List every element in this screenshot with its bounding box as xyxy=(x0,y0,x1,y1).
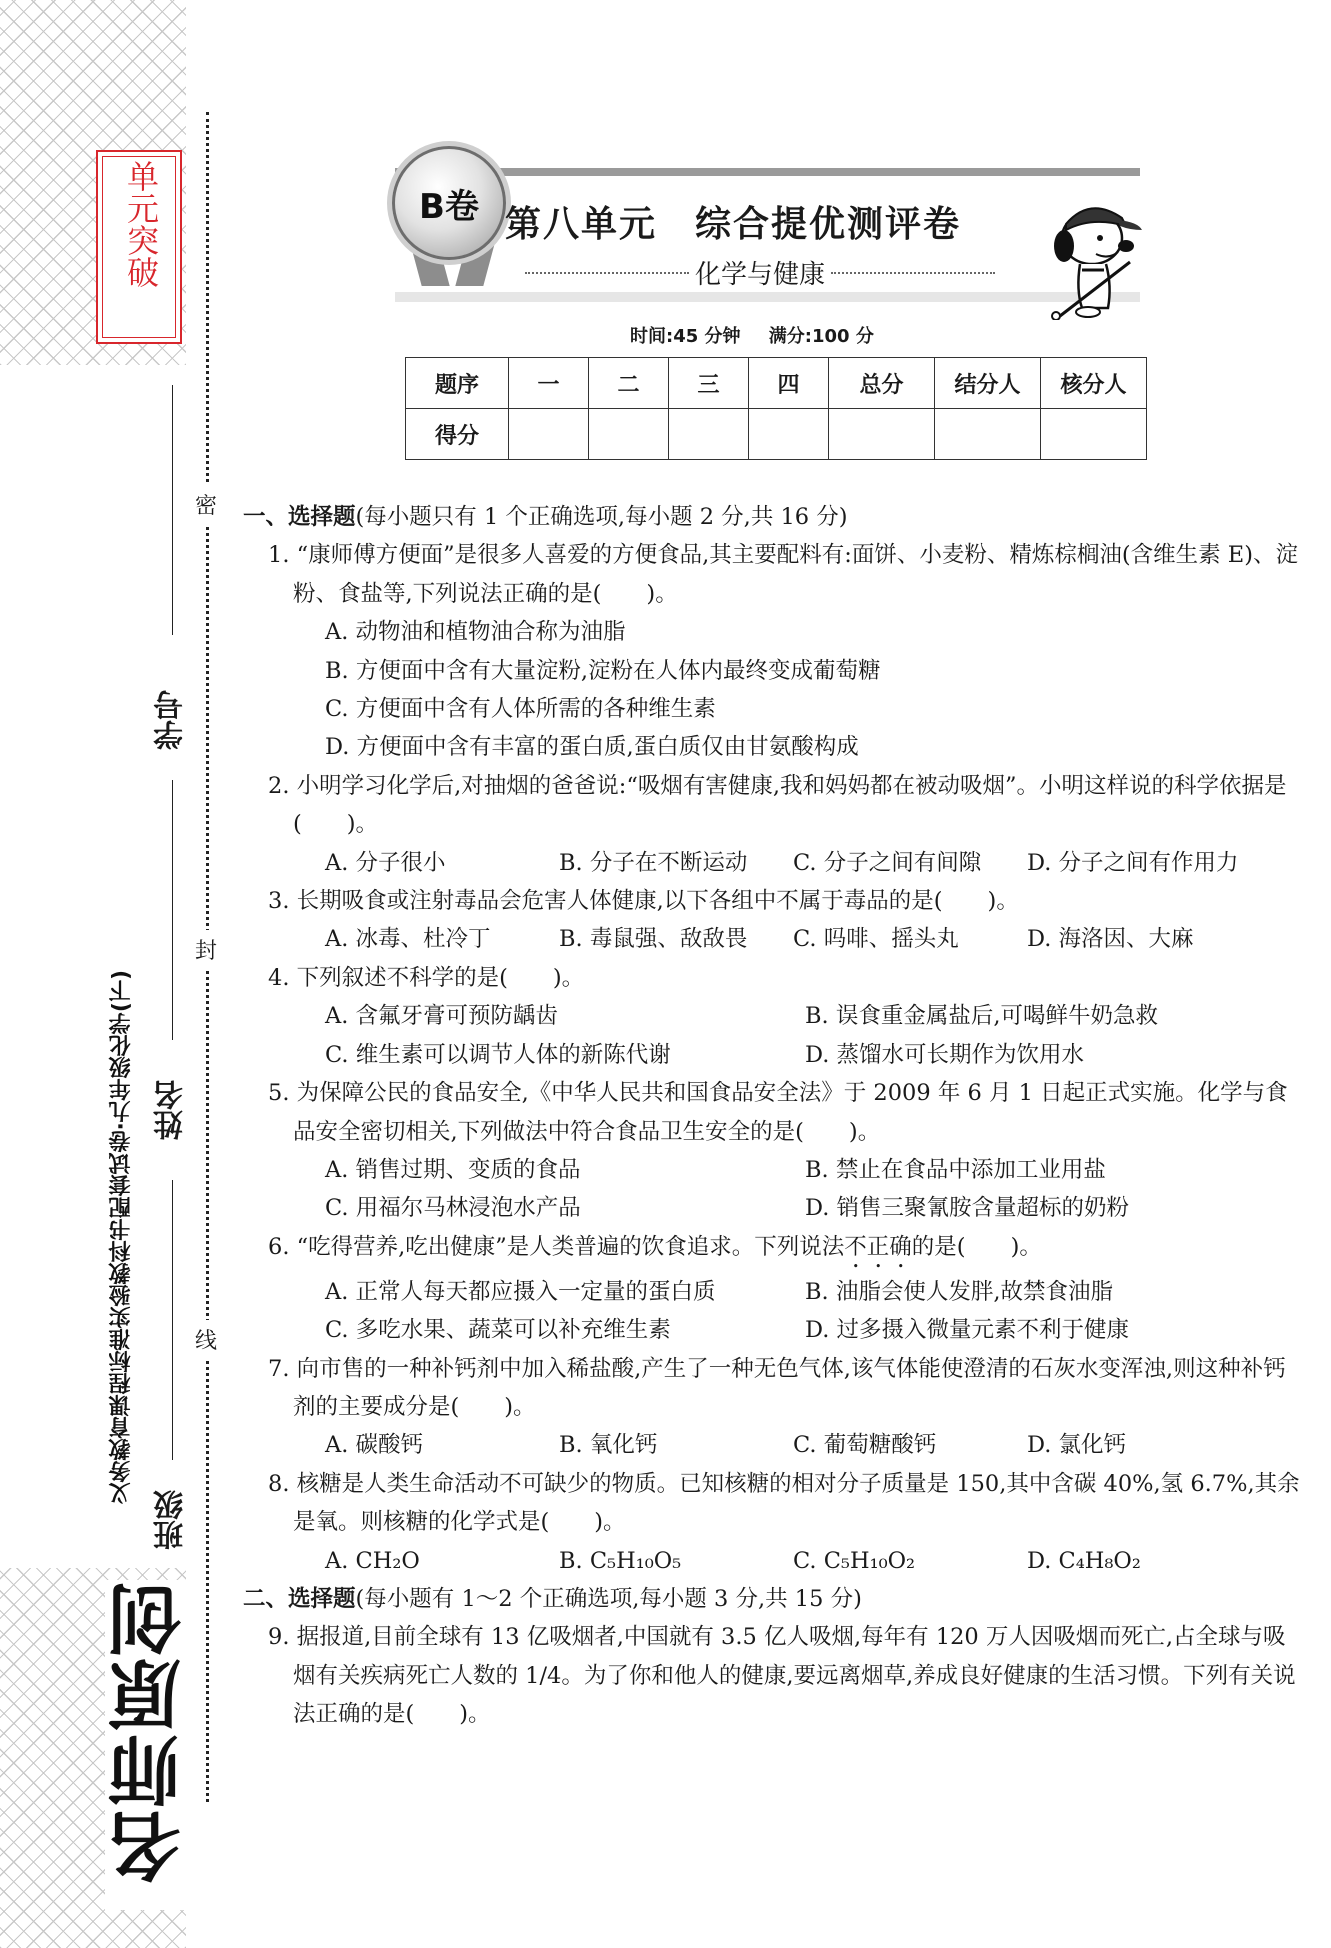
class-line xyxy=(172,1180,173,1460)
score-header-cell: 结分人 xyxy=(935,358,1041,409)
question-1-option-d: D. 方便面中含有丰富的蛋白质,蛋白质仅由甘氨酸构成 xyxy=(325,734,859,761)
question-3-stem: 3. 长期吸食或注射毒品会危害人体健康,以下各组中不属于毒品的是( )。 xyxy=(268,888,1019,915)
question-7 xyxy=(243,1350,1303,1427)
question-5-options-row1 xyxy=(243,1151,1303,1189)
question-5-options-row2 xyxy=(243,1189,1303,1227)
brand-logo: 名师原创 xyxy=(107,1580,193,1884)
snoopy-mascot-icon xyxy=(1030,190,1150,320)
question-8-option-c: C. C₅H₁₀O₂ xyxy=(793,1547,916,1574)
question-3-option-a: A. 冰毒、杜冷丁 xyxy=(325,926,491,953)
question-3-option-d: D. 海洛因、大麻 xyxy=(1027,926,1194,953)
question-6 xyxy=(243,1228,1303,1273)
question-8-option-d: D. C₄H₈O₂ xyxy=(1027,1547,1141,1574)
name-line xyxy=(172,780,173,1040)
score-table xyxy=(405,357,1147,460)
question-2-option-b: B. 分子在不断运动 xyxy=(559,849,748,876)
question-3-option-b: B. 毒鼠强、敌敌畏 xyxy=(559,926,748,953)
question-8-option-b: B. C₅H₁₀O₅ xyxy=(559,1547,682,1574)
score-header-cell: 二 xyxy=(589,358,669,409)
question-7-options xyxy=(243,1426,1303,1464)
question-2-option-c: C. 分子之间有间隙 xyxy=(793,849,982,876)
section-2-title: 二、选择题 xyxy=(243,1585,356,1612)
score-header-cell: 四 xyxy=(749,358,829,409)
score-cell xyxy=(829,409,935,460)
question-4-option-c: C. 维生素可以调节人体的新陈代谢 xyxy=(325,1041,671,1068)
question-6-option-b: B. 油脂会使人发胖,故禁食油脂 xyxy=(805,1278,1113,1305)
title-banner-shadow xyxy=(395,292,1140,302)
question-5 xyxy=(243,1074,1303,1151)
score-cell xyxy=(749,409,829,460)
subtitle-dots-left xyxy=(525,272,689,274)
score-cell xyxy=(669,409,749,460)
question-3-option-c: C. 吗啡、摇头丸 xyxy=(793,926,959,953)
question-1 xyxy=(243,536,1303,613)
question-7-option-c: C. 葡萄糖酸钙 xyxy=(793,1432,937,1459)
question-7-option-d: D. 氯化钙 xyxy=(1027,1432,1127,1459)
section-1-note: (每小题只有 1 个正确选项,每小题 2 分,共 16 分) xyxy=(355,504,848,530)
score-header-cell: 三 xyxy=(669,358,749,409)
question-6-option-c: C. 多吃水果、蔬菜可以补充维生素 xyxy=(325,1317,671,1344)
score-cell xyxy=(589,409,669,460)
question-1-stem: 1. “康师傅方便面”是很多人喜爱的方便食品,其主要配料有:面饼、小麦粉、精炼棕榈油(含维生素 E)、淀粉、食盐等,下列说法正确的是( )。 xyxy=(268,542,1298,607)
unit-badge-label: 单元突破 xyxy=(122,160,160,288)
question-content xyxy=(243,498,1303,1734)
score-cell xyxy=(1041,409,1147,460)
question-1-option-a: A. 动物油和植物油合称为油脂 xyxy=(325,619,626,646)
seal-mark-mi: 密 xyxy=(190,485,222,524)
brand-block xyxy=(105,1580,195,1910)
medal-label: B卷 xyxy=(419,187,479,227)
name-label: 姓名 xyxy=(154,1080,189,1140)
question-7-option-a: A. 碳酸钙 xyxy=(325,1432,424,1459)
time-and-score xyxy=(630,322,896,348)
question-4-options-row1 xyxy=(243,997,1303,1035)
section-2-note: (每小题有 1～2 个正确选项,每小题 3 分,共 15 分) xyxy=(355,1585,862,1612)
question-3 xyxy=(243,882,1303,920)
question-7-option-b: B. 氧化钙 xyxy=(559,1432,658,1459)
question-9-stem: 9. 据报道,目前全球有 13 亿吸烟者,中国就有 3.5 亿人吸烟,每年有 120 万人因吸烟而死亡,占全球与吸烟有关疾病死亡人数的 1/4。为了你和他人的健康,要远离烟草,养成良好健康的生活习惯。下列有关说法正确的是( )。 xyxy=(268,1624,1296,1728)
score-cell xyxy=(509,409,589,460)
question-2 xyxy=(243,767,1303,844)
question-6-option-d: D. 过多摄入微量元素不利于健康 xyxy=(805,1317,1130,1344)
section-1-heading xyxy=(243,498,1303,536)
score-table-score-row xyxy=(406,409,1147,460)
question-2-option-a: A. 分子很小 xyxy=(325,849,446,876)
series-title: 义务教育课程标准实验教科书配套试卷·九年级化学(下) xyxy=(109,970,134,1505)
question-9 xyxy=(243,1618,1303,1733)
section-1-title: 一、选择题 xyxy=(243,504,356,530)
score-header-cell: 总分 xyxy=(829,358,935,409)
page-subtitle: 化学与健康 xyxy=(695,260,826,290)
seal-mark-feng: 封 xyxy=(190,930,222,969)
student-id-line xyxy=(172,385,173,635)
question-2-stem: 2. 小明学习化学后,对抽烟的爸爸说:“吸烟有害健康,我和妈妈都在被动吸烟”。小明这样说的科学依据是( )。 xyxy=(268,772,1287,838)
question-8 xyxy=(243,1465,1303,1542)
question-2-option-d: D. 分子之间有作用力 xyxy=(1027,849,1239,876)
score-header-cell: 核分人 xyxy=(1041,358,1147,409)
question-4-options-row2 xyxy=(243,1036,1303,1074)
question-4-stem: 4. 下列叙述不科学的是( )。 xyxy=(268,964,585,991)
page-title: 第八单元 综合提优测评卷 xyxy=(505,204,962,245)
question-8-stem: 8. 核糖是人类生命活动不可缺少的物质。已知核糖的相对分子质量是 150,其中含碳 40%,氢 6.7%,其余是氧。则核糖的化学式是( )。 xyxy=(268,1470,1300,1536)
score-table-header-row xyxy=(406,358,1147,409)
score-header-cell: 一 xyxy=(509,358,589,409)
question-5-option-a: A. 销售过期、变质的食品 xyxy=(325,1156,581,1183)
score-header-cell: 题序 xyxy=(406,358,509,409)
question-1-option-c: C. 方便面中含有人体所需的各种维生素 xyxy=(325,696,716,723)
subtitle-dots-right xyxy=(831,272,995,274)
question-2-options xyxy=(243,844,1303,882)
student-id-label: 学号 xyxy=(154,690,189,750)
class-label: 班级 xyxy=(154,1490,189,1550)
unit-breakthrough-badge xyxy=(96,150,182,344)
question-6-stem-part1: 6. “吃得营养,吃出健康”是人类普遍的饮食追求。下列说法 xyxy=(268,1233,845,1260)
question-1-option-b: B. 方便面中含有大量淀粉,淀粉在人体内最终变成葡萄糖 xyxy=(325,657,881,684)
question-8-options xyxy=(243,1542,1303,1580)
question-8-option-a: A. CH₂O xyxy=(325,1547,420,1574)
section-2-heading xyxy=(243,1580,1303,1618)
full-score: 满分:100 分 xyxy=(768,326,874,347)
question-5-option-d: D. 销售三聚氰胺含量超标的奶粉 xyxy=(805,1195,1130,1222)
question-6-options-row1 xyxy=(243,1273,1303,1311)
score-cell xyxy=(935,409,1041,460)
seal-mark-xian: 线 xyxy=(190,1320,222,1359)
question-4 xyxy=(243,959,1303,997)
question-5-stem: 5. 为保障公民的食品安全,《中华人民共和国食品安全法》于 2009 年 6 月 1 日起正式实施。化学与食品安全密切相关,下列做法中符合食品卫生安全的是( )。 xyxy=(268,1080,1288,1145)
question-4-option-d: D. 蒸馏水可长期作为饮用水 xyxy=(805,1041,1085,1068)
score-row-label: 得分 xyxy=(406,409,509,460)
question-5-option-c: C. 用福尔马林浸泡水产品 xyxy=(325,1195,581,1222)
exam-duration: 时间:45 分钟 xyxy=(630,326,741,347)
question-7-stem: 7. 向市售的一种补钙剂中加入稀盐酸,产生了一种无色气体,该气体能使澄清的石灰水变浑浊,则这种补钙剂的主要成分是( )。 xyxy=(268,1355,1286,1420)
question-6-stem-part2: 的是( )。 xyxy=(911,1233,1042,1260)
question-3-options xyxy=(243,920,1303,958)
question-4-option-b: B. 误食重金属盐后,可喝鲜牛奶急救 xyxy=(805,1003,1158,1030)
question-4-option-a: A. 含氟牙膏可预防龋齿 xyxy=(325,1003,559,1030)
question-6-emphasis: 不正确 xyxy=(844,1233,912,1260)
subtitle-row xyxy=(525,254,995,291)
question-6-option-a: A. 正常人每天都应摄入一定量的蛋白质 xyxy=(325,1278,716,1305)
question-5-option-b: B. 禁止在食品中添加工业用盐 xyxy=(805,1156,1106,1183)
paper-b-medal xyxy=(392,146,506,260)
question-6-options-row2 xyxy=(243,1311,1303,1349)
